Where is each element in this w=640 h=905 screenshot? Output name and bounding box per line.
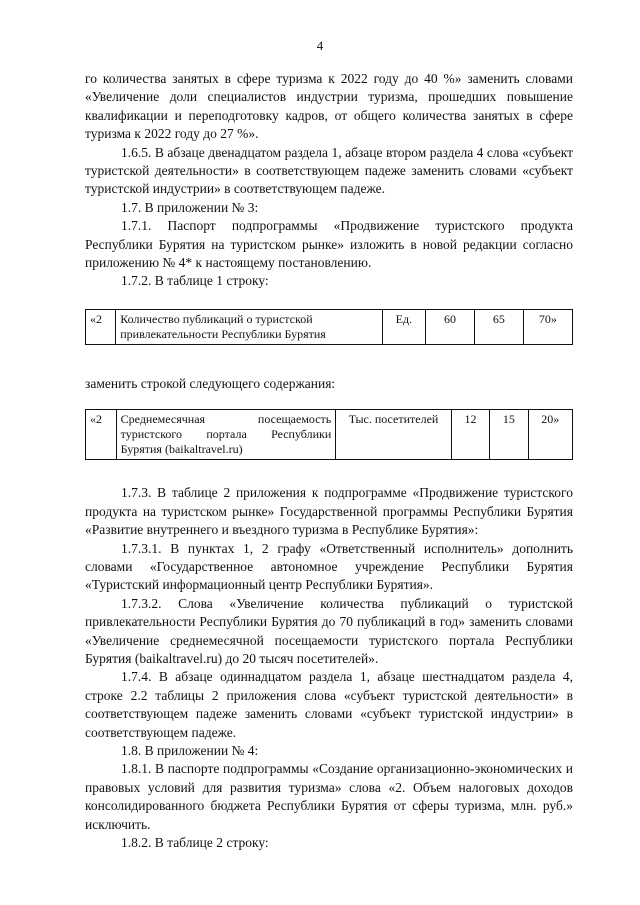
paragraph-1-8: 1.8. В приложении № 4: [121,742,259,758]
table-cell-quote: «2 [86,410,117,460]
table-cell-value-2: 65 [474,309,523,344]
paragraph-continuation: го количества занятых в сфере туризма к 2022 году до 40 %» заменить словами «Увеличение доли специалистов индустрии туризма, прошедших повышение квалификации и переподготовку кадров, от общего количества занятых в сфере туризма к 2022 году до 27 %». [85,71,573,142]
replace-text: заменить строкой следующего содержания: [85,375,336,391]
table-new-row [85,409,573,460]
paragraph-1-7-2: 1.7.2. В таблице 1 строку: [121,273,269,289]
paragraph-1-7-3-1: 1.7.3.1. В пунктах 1, 2 графу «Ответственный исполнитель» дополнить словами «Государственное автономное учреждение Республики Бурятия «Туристский информационный центр Республики Бурятия». [85,540,573,593]
table-cell-value-1: 60 [426,309,475,344]
table-row [86,410,573,460]
paragraph-1-8-1: 1.8.1. В паспорте подпрограммы «Создание организационно-экономических и правовых условий для развития туризма» слова «2. Объем налоговых доходов консолидированного бюджета Республики Бурятия от сферы туризма, млн. руб.» исключить. [85,761,573,832]
table-cell-value-2: 15 [490,410,528,460]
document-body [85,70,573,852]
paragraph-1-7: 1.7. В приложении № 3: [121,199,259,215]
paragraph-1-8-2: 1.8.2. В таблице 2 строку: [121,835,269,850]
table-cell-indicator: Среднемесячная посещаемость туристского портала Республики Бурятия (baikaltravel.ru) [116,410,336,460]
table-cell-value-1: 12 [451,410,489,460]
paragraph-1-7-3-2: 1.7.3.2. Слова «Увеличение количества публикаций о туристской привлекательности Республики Бурятия до 70 публикаций в год» заменить словами «Увеличение среднемесячной посещаемости туристского портала Республики Бурятия (baikaltravel.ru) до 20 тысяч посетителей». [85,595,573,666]
page-number: 4 [316,38,324,53]
table-cell-unit: Ед. [382,309,426,344]
table-cell-value-3: 20» [528,410,572,460]
table-cell-indicator: Количество публикаций о туристской привлекательности Республики Бурятия [116,309,382,344]
table-row [86,309,573,344]
table-cell-quote: «2 [86,309,116,344]
paragraph-1-7-1: 1.7.1. Паспорт подпрограммы «Продвижение туристского продукта Республики Бурятия на туристском рынке» изложить в новой редакции согласно приложению № 4* к настоящему постановлению. [85,218,573,271]
paragraph-1-7-3: 1.7.3. В таблице 2 приложения к подпрограмме «Продвижение туристского продукта на туристском рынке» Государственной программы Республики Бурятия «Развитие внутреннего и въездного туризма в Республике Бурятия»: [85,485,573,538]
table-old-row [85,309,573,345]
paragraph-1-7-4: 1.7.4. В абзаце одиннадцатом раздела 1, абзаце шестнадцатом раздела 4, строке 2.2 таблицы 2 приложения слова «субъект туристской деятельности» в соответствующем падеже заменить словами «субъект туристской индустрии» в соответствующем падеже. [85,669,573,740]
table-cell-value-3: 70» [523,309,572,344]
table-cell-unit: Тыс. посетителей [336,410,452,460]
paragraph-1-6-5: 1.6.5. В абзаце двенадцатом раздела 1, абзаце втором раздела 4 слова «субъект туристской деятельности» в соответствующем падеже заменить словами «субъект туристской индустрии» в соответствующем падеже. [85,144,573,197]
